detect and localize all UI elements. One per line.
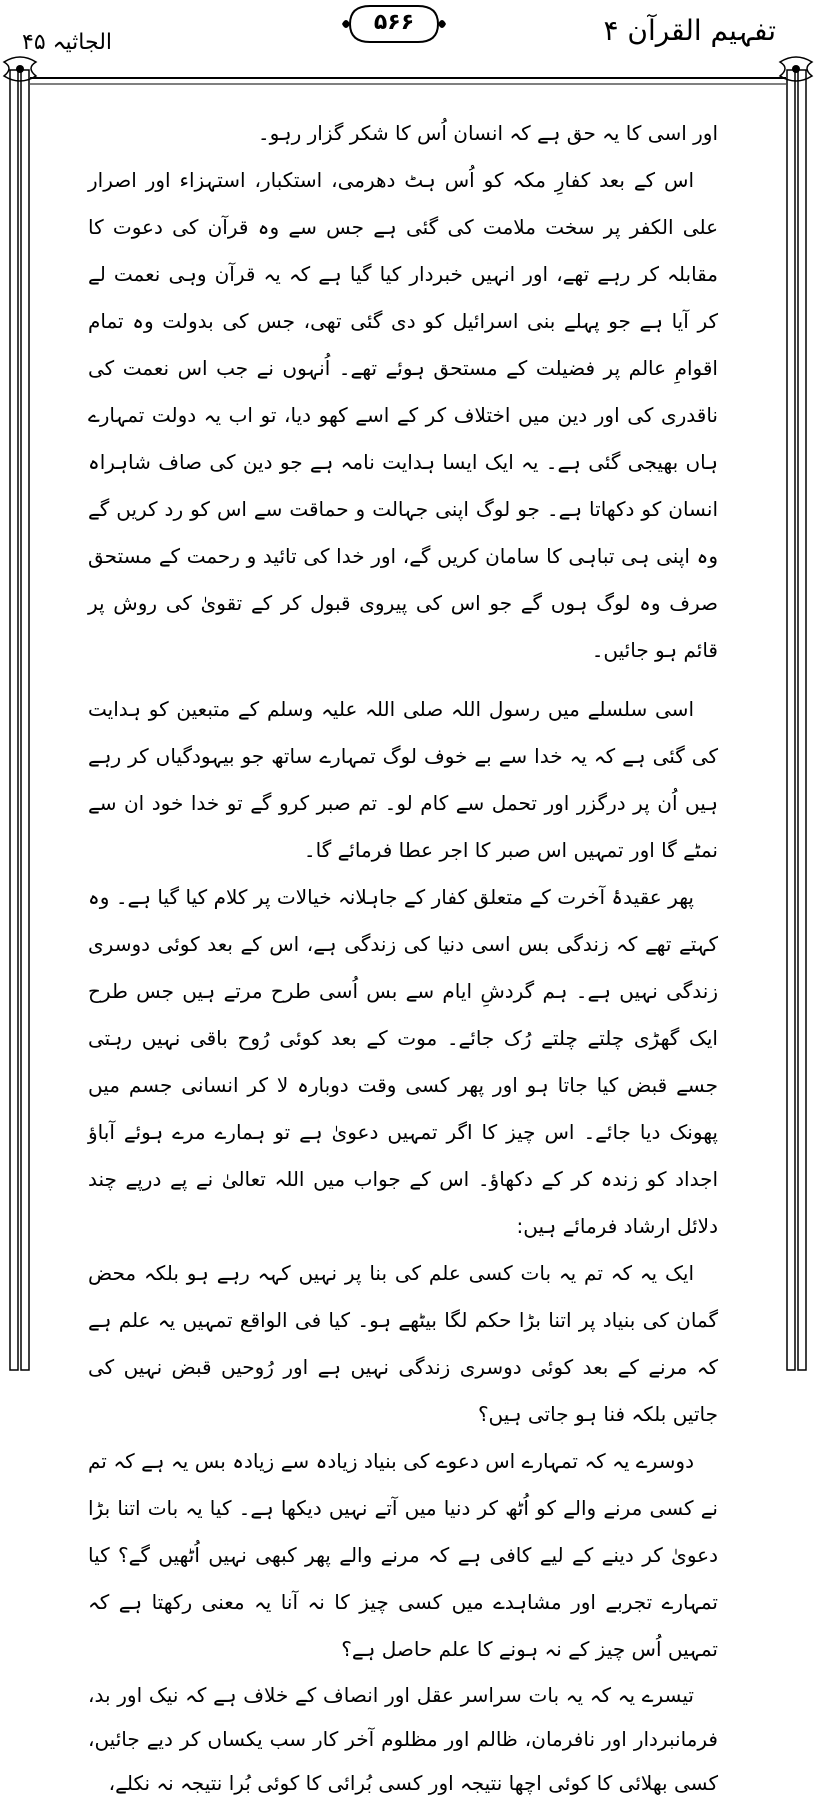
main-text xyxy=(88,110,718,1805)
paragraph: ایک یہ کہ تم یہ بات کسی علم کی بنا پر نہیں کہہ رہے ہو بلکہ محض گمان کی بنیاد پر اتنا بڑا حکم لگا بیٹھے ہو۔ کیا فی الواقع تمہیں یہ علم ہے کہ مرنے کے بعد کوئی دوسری زندگی نہیں ہے اور رُوحیں قبض نہیں کی جاتیں بلکہ فنا ہو جاتی ہیں؟ xyxy=(88,1261,718,1426)
paragraph: تیسرے یہ کہ یہ بات سراسر عقل اور انصاف کے خلاف ہے کہ نیک اور بد، فرمانبردار اور نافرمان، ظالم اور مظلوم آخر کار سب یکساں کر دیے جائیں، کسی بھلائی کا کوئی اچھا نتیجہ اور کسی بُرائی کا کوئی بُرا نتیجہ نہ نکلے، xyxy=(88,1683,718,1795)
page-number-badge xyxy=(340,2,448,46)
paragraph: پھر عقیدۂ آخرت کے متعلق کفار کے جاہلانہ خیالات پر کلام کیا گیا ہے۔ وہ کہتے تھے کہ زندگی بس اسی دنیا کی زندگی ہے، اس کے بعد کوئی دوسری زندگی نہیں ہے۔ ہم گردشِ ایام سے بس اُسی طرح مرتے ہیں جس طرح ایک گھڑی چلتے چلتے رُک جائے۔ موت کے بعد کوئی رُوح باقی نہیں رہتی جسے قبض کیا جاتا ہو اور پھر کسی وقت دوبارہ لا کر انسانی جسم میں پھونک دیا جائے۔ اس چیز کا اگر تمہیں دعویٰ ہے تو ہمارے مرے ہوئے آباؤ اجداد کو زندہ کر کے دکھاؤ۔ اس کے جواب میں اللہ تعالیٰ نے پے درپے چند دلائل ارشاد فرمائے ہیں: xyxy=(88,885,718,1238)
paragraph: اسی سلسلے میں رسول اللہ صلی اللہ علیہ وسلم کے متبعین کو ہدایت کی گئی ہے کہ یہ خدا سے بے خوف لوگ تمہارے ساتھ جو بیہودگیاں کر رہے ہیں اُن پر درگزر اور تحمل سے کام لو۔ تم صبر کرو گے تو خدا خود ان سے نمٹے گا اور تمہیں اس صبر کا اجر عطا فرمائے گا۔ xyxy=(88,697,718,862)
surah-name: الجاثیہ ۴۵ xyxy=(22,30,113,55)
page-number: ۵۶۶ xyxy=(373,10,415,35)
page-header xyxy=(0,0,816,62)
paragraph: دوسرے یہ کہ تمہارے اس دعوے کی بنیاد زیادہ سے زیادہ بس یہ ہے کہ تم نے کسی مرنے والے کو اُٹھ کر دنیا میں آتے نہیں دیکھا ہے۔ کیا یہ بات اتنا بڑا دعویٰ کر دینے کے لیے کافی ہے کہ مرنے والے پھر کبھی نہیں اُٹھیں گے؟ کیا تمہارے تجربے اور مشاہدے میں کسی چیز کا نہ آنا یہ معنی رکھتا ہے کہ تمہیں اُس چیز کے نہ ہونے کا علم حاصل ہے؟ xyxy=(88,1449,718,1661)
paragraph: اور اسی کا یہ حق ہے کہ انسان اُس کا شکر گزار رہو۔ xyxy=(257,121,718,145)
book-title: تفہیم القرآن ۴ xyxy=(603,14,776,47)
paragraph: اس کے بعد کفارِ مکہ کو اُس ہٹ دھرمی، استکبار، استہزاء اور اصرار علی الکفر پر سخت ملامت کی گئی ہے جس سے وہ قرآن کی دعوت کا مقابلہ کر رہے تھے، اور انہیں خبردار کیا گیا ہے کہ یہ قرآن وہی نعمت لے کر آیا ہے جو پہلے بنی اسرائیل کو دی گئی تھی، جس کی بدولت وہ تمام اقوامِ عالم پر فضیلت کے مستحق ہوئے تھے۔ اُنہوں نے جب اس نعمت کی ناقدری کی اور دین میں اختلاف کر کے اسے کھو دیا، تو اب یہ دولت تمہارے ہاں بھیجی گئی ہے۔ یہ ایک ایسا ہدایت نامہ ہے جو دین کی صاف شاہراہ انسان کو دکھاتا ہے۔ جو لوگ اپنی جہالت و حماقت سے اس کو رد کریں گے وہ اپنی ہی تباہی کا سامان کریں گے، اور خدا کی تائید و رحمت کے مستحق صرف وہ لوگ ہوں گے جو اس کی پیروی قبول کر کے تقویٰ کی روش پر قائم ہو جائیں۔ xyxy=(88,168,718,662)
